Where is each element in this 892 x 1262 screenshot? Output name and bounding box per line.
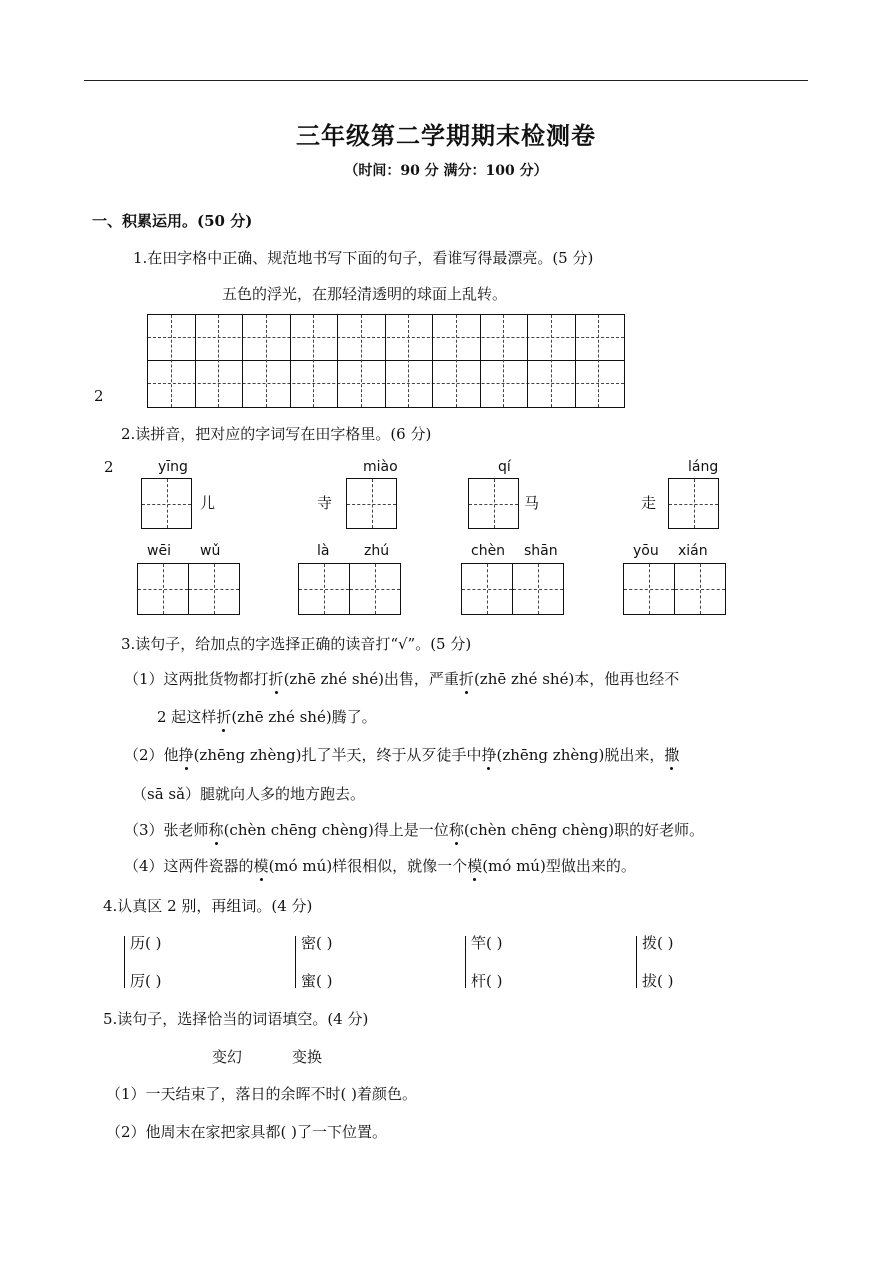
tianzige-box[interactable] — [512, 563, 564, 615]
q1-sentence: 五色的浮光，在那轻清透明的球面上乱转。 — [222, 285, 508, 303]
dotted-char: 折 — [268, 670, 284, 688]
word-blank[interactable]: 杆( ) — [471, 972, 503, 990]
dotted-char: 折 — [458, 670, 474, 688]
tianzige-box[interactable] — [349, 563, 401, 615]
tianzige-box[interactable] — [346, 478, 397, 529]
word-blank[interactable]: 密( ) — [301, 934, 333, 952]
word-blank[interactable]: 历( ) — [130, 934, 162, 952]
dotted-char: 撒 — [664, 746, 680, 764]
q3-sentence-1: （1）这两批货物都打折(zhē zhé shé)出售，严重折(zhē zhé shé)本，他再也经不 — [124, 670, 680, 688]
given-char: 走 — [641, 494, 657, 512]
pinyin-label: xián — [678, 543, 708, 559]
pinyin-label: wǔ — [200, 543, 221, 559]
q5-prompt: 5.读句子，选择恰当的词语填空。(4 分) — [103, 1010, 369, 1028]
pinyin-label: wēi — [147, 543, 171, 559]
dotted-char: 挣 — [481, 746, 497, 764]
dotted-char: 称 — [208, 821, 224, 839]
tianzige-box[interactable] — [141, 478, 192, 529]
pinyin-label: miào — [363, 459, 398, 475]
brace — [465, 936, 466, 988]
word-option: 变幻 — [212, 1048, 243, 1066]
page-title: 三年级第二学期期末检测卷 — [296, 121, 596, 150]
margin-mark: 2 — [94, 387, 104, 405]
section-heading: 一、积累运用。(50 分) — [92, 212, 253, 230]
dotted-char: 折 — [216, 708, 232, 726]
word-blank[interactable]: 竿( ) — [471, 934, 503, 952]
dotted-char: 称 — [448, 821, 464, 839]
page-subtitle: （时间：90 分 满分：100 分） — [344, 163, 548, 179]
q1-prompt: 1.在田字格中正确、规范地书写下面的句子，看谁写得最漂亮。(5 分) — [133, 249, 594, 267]
word-blank[interactable]: 厉( ) — [130, 972, 162, 990]
q2-prompt: 2.读拼音，把对应的字词写在田字格里。(6 分) — [121, 425, 432, 443]
given-char: 马 — [524, 494, 540, 512]
pinyin-label: shān — [524, 543, 558, 559]
tianzige-box[interactable] — [461, 563, 513, 615]
pinyin-label: chèn — [471, 543, 506, 559]
margin-mark: 2 — [104, 458, 114, 476]
dotted-char: 挣 — [178, 746, 194, 764]
q4-prompt: 4.认真区 2 别，再组词。(4 分) — [103, 897, 313, 915]
dotted-char: 模 — [467, 857, 483, 875]
q3-sentence-3: （3）张老师称(chèn chēng chèng)得上是一位称(chèn chēng chèng)职的好老师。 — [124, 821, 705, 839]
header-rule — [84, 80, 808, 81]
q5-sentence-1: （1）一天结束了，落日的余晖不时( )着颜色。 — [106, 1085, 418, 1103]
tianzige-box[interactable] — [468, 478, 519, 529]
q3-sentence-1-cont: 2 起这样折(zhē zhé shé)腾了。 — [157, 708, 377, 726]
word-blank[interactable]: 拨( ) — [642, 934, 674, 952]
word-blank[interactable]: 拔( ) — [642, 972, 674, 990]
q3-prompt: 3.读句子，给加点的字选择正确的读音打“√”。(5 分) — [121, 635, 472, 653]
tianzige-box[interactable] — [137, 563, 189, 615]
pinyin-label: qí — [498, 459, 511, 475]
tianzige-box[interactable] — [623, 563, 675, 615]
q5-sentence-2: （2）他周末在家把家具都( )了一下位置。 — [106, 1123, 388, 1141]
tianzige-box[interactable] — [668, 478, 719, 529]
brace — [124, 936, 125, 988]
tianzige-box[interactable] — [188, 563, 240, 615]
q1-writing-grid[interactable] — [147, 314, 625, 408]
pinyin-label: zhú — [364, 543, 390, 559]
tianzige-box[interactable] — [298, 563, 350, 615]
brace — [295, 936, 296, 988]
q3-sentence-2-cont: （sā sǎ）腿就向人多的地方跑去。 — [132, 785, 366, 803]
brace — [636, 936, 637, 988]
dotted-char: 模 — [253, 857, 269, 875]
q3-sentence-4: （4）这两件瓷器的模(mó mú)样很相似，就像一个模(mó mú)型做出来的。 — [124, 857, 636, 875]
word-blank[interactable]: 蜜( ) — [301, 972, 333, 990]
pinyin-label: láng — [688, 459, 719, 475]
given-char: 儿 — [200, 494, 216, 512]
q3-sentence-2: （2）他挣(zhēng zhèng)扎了半天，终于从歹徒手中挣(zhēng zhèng)脱出来，撒 — [124, 746, 680, 764]
tianzige-box[interactable] — [674, 563, 726, 615]
pinyin-label: yīng — [158, 459, 188, 475]
pinyin-label: là — [317, 543, 330, 559]
pinyin-label: yōu — [633, 543, 659, 559]
given-char: 寺 — [317, 494, 333, 512]
word-option: 变换 — [292, 1048, 323, 1066]
